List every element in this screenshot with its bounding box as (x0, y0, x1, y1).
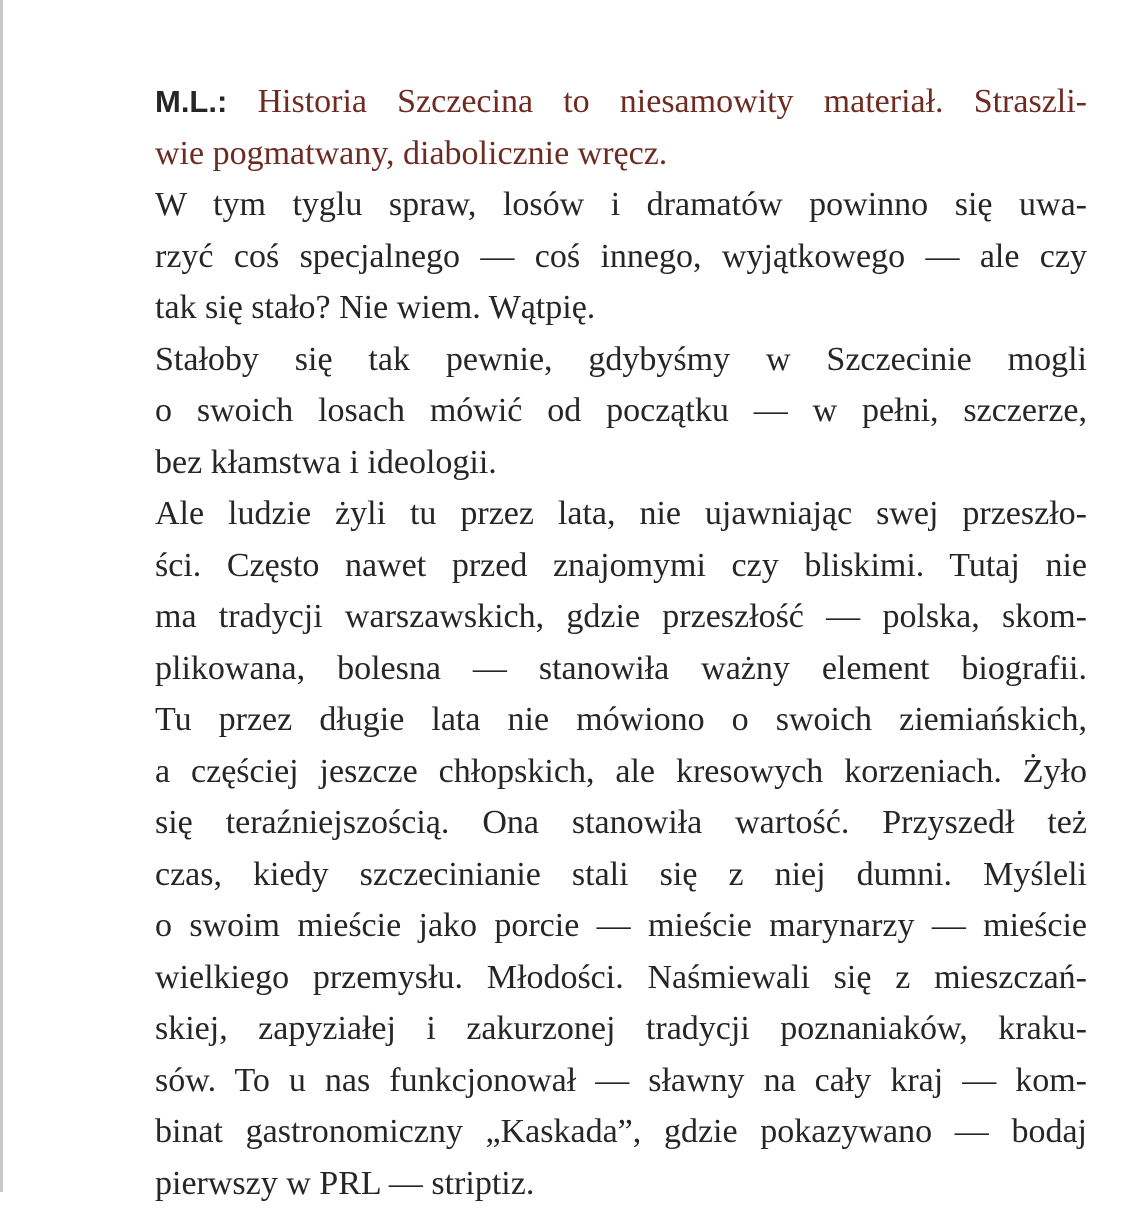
scan-edge (0, 0, 3, 1192)
text-line: o swoich losach mówić od początku — w pełni, szczerze, (155, 385, 1087, 437)
text-line: binat gastronomiczny „Kaskada”, gdzie pokazywano — bodaj (155, 1106, 1087, 1158)
text-line: wielkiego przemysłu. Młodości. Naśmiewali się z mieszczań- (155, 952, 1087, 1004)
text-line: skiej, zapyziałej i zakurzonej tradycji poznaniaków, kraku- (155, 1003, 1087, 1055)
text-line: pierwszy w PRL — striptiz. (155, 1158, 1087, 1209)
text-line: wie pogmatwany, diabolicznie wręcz. (155, 128, 1087, 180)
text-line: sów. To u nas funkcjonował — sławny na cały kraj — kom- (155, 1055, 1087, 1107)
article-text (155, 76, 1087, 1209)
text-line (155, 76, 1087, 128)
text-line: Stałoby się tak pewnie, gdybyśmy w Szczecinie mogli (155, 334, 1087, 386)
text-line: W tym tyglu spraw, losów i dramatów powinno się uwa- (155, 179, 1087, 231)
paragraph (155, 179, 1087, 334)
text-line: Ale ludzie żyli tu przez lata, nie ujawniając swej przeszło- (155, 488, 1087, 540)
intro-text: Historia Szczecina to niesamowity materiał. Straszli- (257, 83, 1087, 120)
text-line: ma tradycji warszawskich, gdzie przeszłość — polska, skom- (155, 591, 1087, 643)
paragraph (155, 488, 1087, 1209)
text-line: ści. Często nawet przed znajomymi czy bliskimi. Tutaj nie (155, 540, 1087, 592)
text-line: czas, kiedy szczecinianie stali się z niej dumni. Myśleli (155, 849, 1087, 901)
paragraph (155, 334, 1087, 489)
text-line: plikowana, bolesna — stanowiła ważny element biografii. (155, 643, 1087, 695)
text-line: rzyć coś specjalnego — coś innego, wyjątkowego — ale czy (155, 231, 1087, 283)
speaker-label: M.L.: (155, 84, 227, 119)
text-line: a częściej jeszcze chłopskich, ale kresowych korzeniach. Żyło (155, 746, 1087, 798)
text-line: tak się stało? Nie wiem. Wątpię. (155, 282, 1087, 334)
intro-paragraph (155, 76, 1087, 179)
text-line: się teraźniejszością. Ona stanowiła wartość. Przyszedł też (155, 797, 1087, 849)
text-line: bez kłamstwa i ideologii. (155, 437, 1087, 489)
text-line: Tu przez długie lata nie mówiono o swoich ziemiańskich, (155, 694, 1087, 746)
text-line: o swoim mieście jako porcie — mieście marynarzy — mieście (155, 900, 1087, 952)
